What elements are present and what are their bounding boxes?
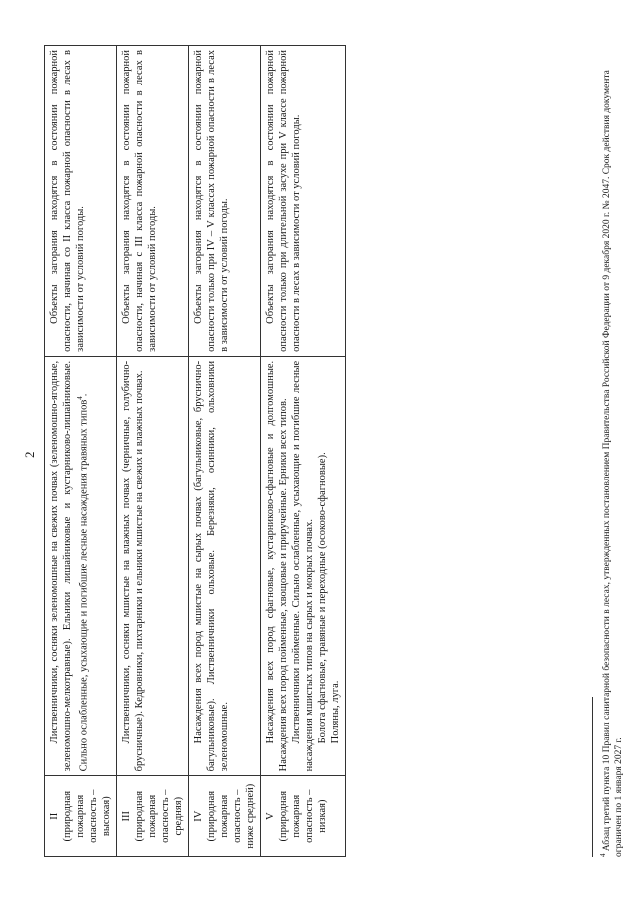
class-number: V xyxy=(265,812,276,820)
class-description: (природная пожарная опасность – средняя) xyxy=(134,789,184,843)
objects-text: Объекты загорания находятся в состоянии пожарной опасности, начиная со II класса пожарной опасности в лесах в зависимости от условий погоды. xyxy=(49,50,86,352)
objects-cell xyxy=(45,46,117,357)
objects-text: Объекты загорания находятся в состоянии пожарной опасности только при длительной засухе при V классе пожарной опасности в лесах в зависимости от условий погоды. xyxy=(265,50,302,352)
objects-cell xyxy=(261,46,346,357)
table-row xyxy=(117,46,189,857)
class-cell xyxy=(45,776,117,857)
footnote-divider xyxy=(592,697,593,857)
footnote-mark: 4 xyxy=(599,853,607,857)
objects-text: Объекты загорания находятся в состоянии пожарной опасности, начиная с III класса пожарной опасности в лесах в зависимости от условий погоды. xyxy=(121,50,158,352)
stands-text: Насаждения всех пород мшистые на сырых почвах (багульниковые, бруснично-багульниковые). Лиственничники ольховые. Березняки, осинники, ольховники зеленомошные. xyxy=(193,360,230,772)
class-number: IV xyxy=(193,810,204,822)
stands-text: Болота сфагновые, травяные и переходные (осоково-сфагновые). xyxy=(317,452,328,744)
stands-cell xyxy=(189,356,261,776)
stands-text: Лиственничники, сосняки мшистые на влажных почвах (черничные, голубично-брусничные). Кедровники, пихтарники и ельники мшистые на свежих и влажных почвах. xyxy=(121,360,145,772)
table-row xyxy=(45,46,117,857)
class-cell xyxy=(117,776,189,857)
class-description: (природная пожарная опасность – низкая) xyxy=(278,789,328,843)
page-number: 2 xyxy=(22,451,37,458)
footnote-ref: 4 xyxy=(76,396,84,400)
class-description: (природная пожарная опасность – ниже средней) xyxy=(206,783,256,849)
stands-text: Насаждения всех пород сфагновые, кустарниково-сфагновые и долгомошные. Насаждения всех пород пойменные, хвощовые и приручейные. Ерники всех типов. xyxy=(265,360,289,772)
footnote xyxy=(597,45,625,857)
class-number: III xyxy=(121,810,132,822)
objects-text: Объекты загорания находятся в состоянии пожарной опасности только при IV – V классах пожарной опасности в лесах в зависимости от условий погоды. xyxy=(193,50,230,352)
fire-hazard-table xyxy=(44,45,346,857)
stands-text: Поляны, луга. xyxy=(330,680,341,744)
objects-cell xyxy=(189,46,261,357)
footnote-text: Абзац третий пункта 10 Правил санитарной безопасности в лесах, утвержденных постановлением Правительства Российской Федерации от 9 декабря 2020 г. № 2047. Срок действия документа ограничен по 1 января 2027 г. xyxy=(602,70,625,857)
stands-cell xyxy=(117,356,189,776)
table-row xyxy=(261,46,346,857)
class-number: II xyxy=(49,812,60,820)
table-row xyxy=(189,46,261,857)
objects-cell xyxy=(117,46,189,357)
stands-cell xyxy=(261,356,346,776)
stands-cell xyxy=(45,356,117,776)
stands-text: Лиственничники, сосняки зеленомошные на свежих почвах (зеленомошно-ягодные, зеленомошно-мелкотравные). Ельники лишайниковые и кустарниково-лишайниковые. Сильно ослабленные, усыхающие и погибшие лесные насаждения травяных типов$^4$. xyxy=(49,360,90,772)
class-description: (природная пожарная опасность – высокая) xyxy=(62,789,112,843)
class-cell xyxy=(189,776,261,857)
class-cell xyxy=(261,776,346,857)
stands-text: Лиственничники пойменные. Сильно ослабленные, усыхающие и погибшие лесные насаждения мшистых типов на сырых и мокрых почвах. xyxy=(291,360,315,772)
